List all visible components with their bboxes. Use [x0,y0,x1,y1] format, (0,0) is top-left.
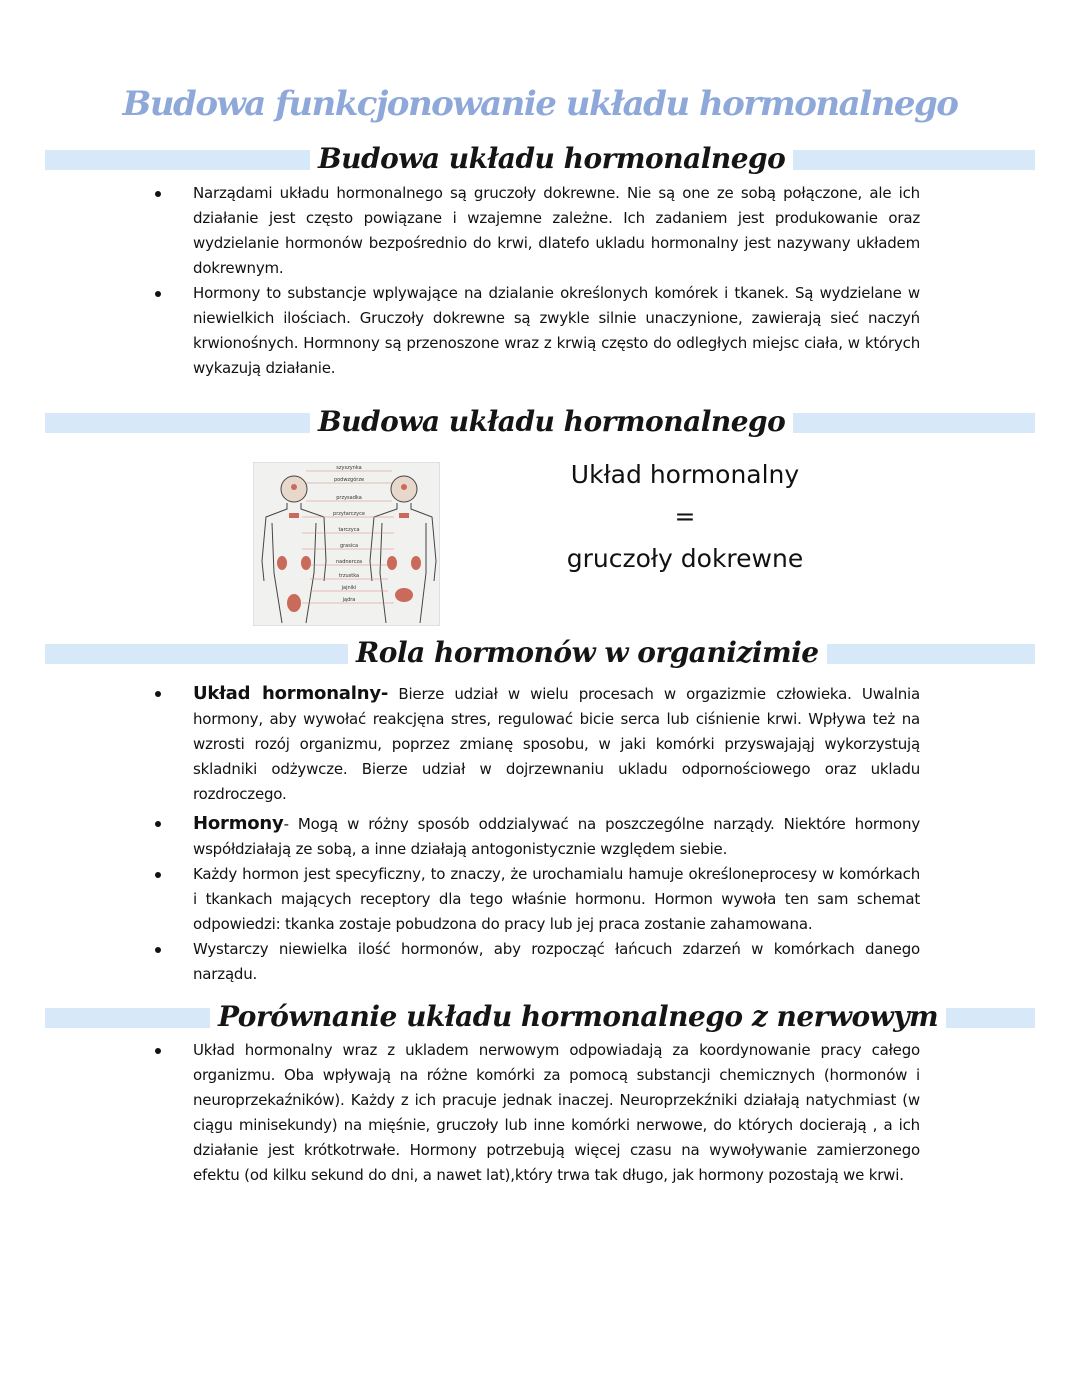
list-item [150,1038,920,1188]
section-heading-role [45,634,1035,674]
list-item [150,937,920,987]
equation-sign: = [674,502,696,531]
section-3-list [150,681,920,987]
gland-label: grasica [339,543,359,549]
gland-label: podwzgórze [333,477,365,483]
bullet-text: Narządami układu hormonalnego są gruczoły dokrewne. Nie są one ze sobą połączone, ale ich działanie jest często powiązane i wzajemne zależne. Ich zadaniem jest produkowanie oraz wydzielanie hormonów bezpośrednio do krwi, dlatefo ukladu hormonalny jest nazywany układem dokrewnym. [193,184,920,277]
list-item [150,181,920,281]
list-item [150,811,920,862]
section-heading-text: Porównanie układu hormonalnego z nerwowym [210,998,946,1036]
section-heading-text: Budowa układu hormonalnego [310,403,793,441]
body-outline-drawing [254,463,439,625]
bullet-text: Hormony to substancje wplywające na dzialanie określonych komórek i tkanek. Są wydzielane w niewielkich ilościach. Gruczoły dokrewne są zwykle silnie unaczynione, zawierają sieć naczyń krwionośnych. Hormnony są przenoszone wraz z krwią często do odległych miejsc ciała, w których wykazują działanie. [193,284,920,377]
bullet-lead: Układ hormonalny- [193,683,389,704]
gland-label: trzustka [338,573,360,579]
equation-right: gruczoły dokrewne [566,544,804,573]
endocrine-glands-illustration [253,462,440,626]
list-item [150,681,920,807]
gland-label: tarczyca [338,527,360,533]
bullet-text: - Mogą w różny sposób oddzialywać na poszczególne narządy. Niektóre hormony współdziałają ze sobą, a inne działają antogonistycznie względem siebie. [193,815,920,858]
bullet-text: Wystarczy niewielka ilość hormonów, aby rozpocząć łańcuch zdarzeń w komórkach danego narządu. [193,940,920,983]
gland-label: przysadka [336,495,362,501]
bullet-text: Każdy hormon jest specyficzny, to znaczy, że urochamialu hamuje określoneprocesy w komórkach i tkankach mających receptory dla tego właśnie hormonu. Hormon wywoła ten sam schemat odpowiedzi: tkanka zostaje pobudzona do pracy lub jej praca zostanie zahamowana. [193,865,920,933]
gland-label: jądra [342,597,356,603]
equation-block [530,454,840,580]
section-heading-structure [45,140,1035,180]
list-item [150,281,920,381]
list-item [150,862,920,937]
section-4-list [150,1038,920,1188]
gland-label: przytarczyce [333,511,365,517]
bullet-text: Układ hormonalny wraz z ukladem nerwowym odpowiadają za koordynowanie pracy całego organizmu. Oba wpływają na różne komórki za pomocą substancji chemicznych (hormonów i neuroprzekaźników). Każdy z ich pracuje jednak inaczej. Neuroprzekźniki działają natychmiast (w ciągu minisekundy) na mięśnie, gruczoły lub inne komórki nerwowe, do których docierają , a ich działanie jest krótkotrwałe. Hormony potrzebują więcej czasu na wywoływanie zamierzonego efektu (od kilku sekund do dni, a nawet lat),który trwa tak długo, jak hormony pozostają we krwi. [193,1041,920,1184]
section-heading-text: Rola hormonów w organizimie [348,634,827,672]
document-title: Budowa funkcjonowanie układu hormonalnego [122,84,958,124]
gland-label: szyszynka [336,465,362,471]
section-1-list [150,181,920,381]
gland-label: jajniki [341,585,357,591]
section-heading-text: Budowa układu hormonalnego [310,140,793,178]
section-heading-diagram [45,403,1035,443]
bullet-text: Bierze udział w wielu procesach w orgazizmie człowieka. Uwalnia hormony, aby wywołać reakcjęna stres, regulować bicie serca lub ciśnienie krwi. Wpływa też na wzrosti rozój organizmu, poprzez zmianę sposobu, w jaki komórki przyswajająj wykorzystują skladniki odżywcze. Bierze udział w dojrzewnaniu ukladu odpornościowego oraz ukladu rozdroczego. [193,685,920,803]
gland-label: nadnercza [335,559,363,565]
section-heading-comparison [45,998,1035,1038]
bullet-lead: Hormony [193,813,284,834]
equation-left: Układ hormonalny [570,460,800,489]
